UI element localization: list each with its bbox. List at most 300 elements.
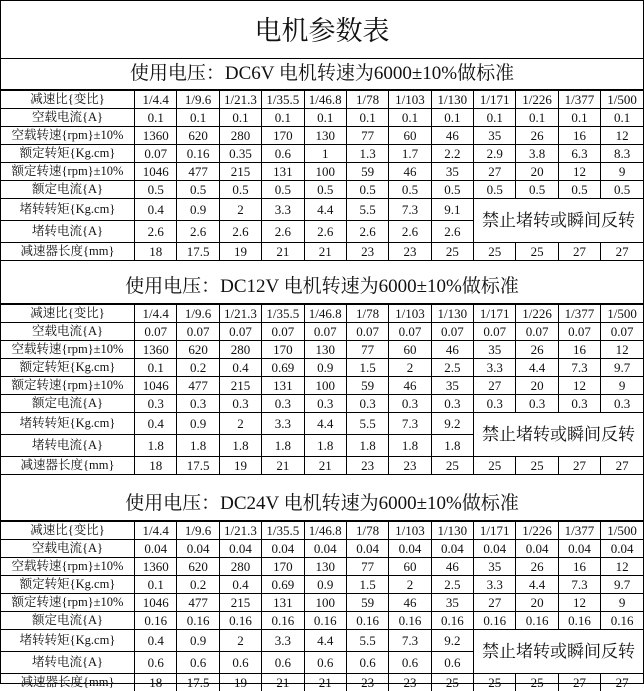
value-cell: 0.35 — [219, 145, 261, 163]
ratio-cell: 1/9.6 — [177, 305, 219, 323]
value-cell: 1.8 — [389, 435, 431, 457]
value-cell: 2 — [389, 359, 431, 377]
value-cell: 9 — [601, 377, 643, 395]
value-cell: 6.3 — [558, 145, 600, 163]
table-row — [1, 127, 643, 145]
value-cell: 1046 — [135, 163, 177, 181]
ratio-cell: 1/377 — [558, 305, 600, 323]
ratio-cell: 1/9.6 — [177, 522, 219, 540]
value-cell: 25 — [474, 243, 516, 261]
value-cell: 17.5 — [177, 674, 219, 691]
value-cell: 0.5 — [135, 181, 177, 199]
value-cell: 0.69 — [262, 576, 304, 594]
value-cell: 12 — [558, 377, 600, 395]
value-cell: 0.4 — [135, 199, 177, 221]
ratio-cell: 1/4.4 — [135, 91, 177, 109]
ratio-cell: 1/171 — [474, 91, 516, 109]
value-cell: 18 — [135, 243, 177, 261]
value-cell: 16 — [558, 127, 600, 145]
stall-warning-note: 禁止堵转或瞬间反转 — [474, 199, 644, 243]
value-cell: 1.8 — [219, 435, 261, 457]
ratio-cell: 1/46.8 — [304, 522, 346, 540]
ratio-cell: 1/500 — [601, 305, 643, 323]
value-cell: 0.5 — [431, 181, 473, 199]
table-row — [1, 413, 643, 435]
value-cell: 12 — [558, 594, 600, 612]
value-cell: 0.07 — [135, 323, 177, 341]
value-cell: 46 — [431, 341, 473, 359]
value-cell: 131 — [262, 594, 304, 612]
row-label: 额定转速{rpm}±10% — [1, 594, 135, 612]
table-row — [1, 674, 643, 691]
page-title: 电机参数表 — [1, 1, 643, 59]
value-cell: 60 — [389, 558, 431, 576]
ratio-cell: 1/46.8 — [304, 305, 346, 323]
value-cell: 60 — [389, 127, 431, 145]
value-cell: 27 — [558, 457, 600, 475]
value-cell: 19 — [219, 457, 261, 475]
value-cell: 0.1 — [219, 109, 261, 127]
value-cell: 0.9 — [177, 630, 219, 652]
value-cell: 1.5 — [346, 359, 388, 377]
ratio-header-row — [1, 305, 643, 323]
value-cell: 3.3 — [474, 576, 516, 594]
value-cell: 9.7 — [601, 576, 643, 594]
row-label: 堵转电流{A} — [1, 435, 135, 457]
ratio-cell: 1/35.5 — [262, 91, 304, 109]
value-cell: 3.3 — [474, 359, 516, 377]
table-row — [1, 612, 643, 630]
value-cell: 0.1 — [516, 109, 558, 127]
table-row — [1, 341, 643, 359]
value-cell: 46 — [431, 127, 473, 145]
table-row — [1, 181, 643, 199]
value-cell: 0.07 — [431, 323, 473, 341]
voltage-section — [1, 261, 643, 475]
parameter-table — [1, 90, 643, 261]
value-cell: 21 — [262, 674, 304, 691]
value-cell: 18 — [135, 457, 177, 475]
row-label: 堵转电流{A} — [1, 652, 135, 674]
value-cell: 27 — [558, 243, 600, 261]
value-cell: 0.2 — [177, 359, 219, 377]
value-cell: 2 — [219, 630, 261, 652]
value-cell: 0.4 — [135, 630, 177, 652]
value-cell: 23 — [346, 674, 388, 691]
value-cell: 0.16 — [346, 612, 388, 630]
row-label: 额定电流{A} — [1, 612, 135, 630]
table-row — [1, 163, 643, 181]
value-cell: 25 — [431, 457, 473, 475]
table-row — [1, 109, 643, 127]
value-cell: 20 — [516, 377, 558, 395]
value-cell: 0.6 — [346, 652, 388, 674]
ratio-cell: 1/35.5 — [262, 305, 304, 323]
ratio-cell: 1/377 — [558, 522, 600, 540]
value-cell: 35 — [474, 341, 516, 359]
ratio-cell: 1/21.3 — [219, 305, 261, 323]
value-cell: 2 — [219, 413, 261, 435]
value-cell: 0.6 — [135, 652, 177, 674]
value-cell: 0.3 — [304, 395, 346, 413]
value-cell: 25 — [431, 674, 473, 691]
value-cell: 2.6 — [304, 221, 346, 243]
value-cell: 100 — [304, 163, 346, 181]
value-cell: 620 — [177, 127, 219, 145]
value-cell: 77 — [346, 341, 388, 359]
value-cell: 0.07 — [558, 323, 600, 341]
value-cell: 0.6 — [262, 652, 304, 674]
value-cell: 0.1 — [431, 109, 473, 127]
sections — [1, 59, 643, 691]
value-cell: 4.4 — [304, 413, 346, 435]
value-cell: 7.3 — [389, 630, 431, 652]
ratio-cell: 1/103 — [389, 305, 431, 323]
row-label: 堵转转矩{Kg.cm} — [1, 630, 135, 652]
value-cell: 0.16 — [474, 612, 516, 630]
value-cell: 12 — [601, 127, 643, 145]
value-cell: 23 — [389, 243, 431, 261]
value-cell: 0.16 — [219, 612, 261, 630]
value-cell: 0.04 — [304, 540, 346, 558]
row-label: 额定转矩{Kg.cm} — [1, 145, 135, 163]
value-cell: 21 — [304, 457, 346, 475]
ratio-cell: 1/226 — [516, 305, 558, 323]
row-label: 减速比{变比} — [1, 522, 135, 540]
value-cell: 1.8 — [346, 435, 388, 457]
value-cell: 0.07 — [304, 323, 346, 341]
value-cell: 477 — [177, 377, 219, 395]
value-cell: 280 — [219, 127, 261, 145]
value-cell: 3.3 — [262, 630, 304, 652]
value-cell: 59 — [346, 163, 388, 181]
ratio-cell: 1/103 — [389, 91, 431, 109]
value-cell: 8.3 — [601, 145, 643, 163]
value-cell: 59 — [346, 594, 388, 612]
value-cell: 130 — [304, 127, 346, 145]
value-cell: 2.6 — [177, 221, 219, 243]
value-cell: 170 — [262, 558, 304, 576]
value-cell: 1.5 — [346, 576, 388, 594]
value-cell: 1046 — [135, 594, 177, 612]
value-cell: 0.1 — [135, 109, 177, 127]
value-cell: 26 — [516, 558, 558, 576]
value-cell: 0.9 — [304, 359, 346, 377]
value-cell: 17.5 — [177, 457, 219, 475]
value-cell: 0.4 — [135, 413, 177, 435]
value-cell: 9 — [601, 594, 643, 612]
value-cell: 0.1 — [135, 576, 177, 594]
value-cell: 25 — [474, 674, 516, 691]
value-cell: 25 — [474, 457, 516, 475]
value-cell: 4.4 — [304, 199, 346, 221]
ratio-cell: 1/500 — [601, 522, 643, 540]
voltage-section — [1, 59, 643, 261]
value-cell: 215 — [219, 594, 261, 612]
value-cell: 0.6 — [431, 652, 473, 674]
value-cell: 27 — [474, 377, 516, 395]
value-cell: 25 — [431, 243, 473, 261]
value-cell: 35 — [431, 594, 473, 612]
table-row — [1, 395, 643, 413]
value-cell: 2.5 — [431, 359, 473, 377]
value-cell: 0.07 — [135, 145, 177, 163]
value-cell: 0.04 — [346, 540, 388, 558]
value-cell: 0.5 — [516, 181, 558, 199]
ratio-cell: 1/78 — [346, 305, 388, 323]
value-cell: 7.3 — [558, 359, 600, 377]
value-cell: 131 — [262, 377, 304, 395]
value-cell: 0.04 — [219, 540, 261, 558]
value-cell: 4.4 — [516, 359, 558, 377]
value-cell: 12 — [601, 341, 643, 359]
value-cell: 9.7 — [601, 359, 643, 377]
ratio-cell: 1/130 — [431, 91, 473, 109]
value-cell: 0.5 — [389, 181, 431, 199]
value-cell: 4.4 — [516, 576, 558, 594]
value-cell: 9.2 — [431, 413, 473, 435]
value-cell: 1.8 — [135, 435, 177, 457]
value-cell: 0.6 — [389, 652, 431, 674]
value-cell: 0.1 — [601, 109, 643, 127]
value-cell: 0.3 — [431, 395, 473, 413]
row-label: 减速器长度{mm} — [1, 243, 135, 261]
row-label: 减速器长度{mm} — [1, 674, 135, 691]
value-cell: 0.3 — [601, 395, 643, 413]
value-cell: 0.04 — [177, 540, 219, 558]
value-cell: 100 — [304, 594, 346, 612]
value-cell: 1.8 — [431, 435, 473, 457]
value-cell: 2.2 — [431, 145, 473, 163]
value-cell: 0.6 — [304, 652, 346, 674]
value-cell: 0.5 — [219, 181, 261, 199]
value-cell: 77 — [346, 127, 388, 145]
value-cell: 19 — [219, 243, 261, 261]
value-cell: 280 — [219, 558, 261, 576]
value-cell: 0.1 — [558, 109, 600, 127]
value-cell: 0.3 — [262, 395, 304, 413]
value-cell: 0.1 — [346, 109, 388, 127]
value-cell: 0.1 — [135, 359, 177, 377]
value-cell: 1360 — [135, 341, 177, 359]
ratio-cell: 1/9.6 — [177, 91, 219, 109]
value-cell: 0.9 — [177, 199, 219, 221]
value-cell: 477 — [177, 163, 219, 181]
value-cell: 0.5 — [601, 181, 643, 199]
value-cell: 0.07 — [516, 323, 558, 341]
value-cell: 0.6 — [219, 652, 261, 674]
value-cell: 0.2 — [177, 576, 219, 594]
value-cell: 23 — [346, 457, 388, 475]
row-label: 空载电流{A} — [1, 540, 135, 558]
value-cell: 0.3 — [135, 395, 177, 413]
value-cell: 1360 — [135, 127, 177, 145]
value-cell: 100 — [304, 377, 346, 395]
value-cell: 26 — [516, 127, 558, 145]
value-cell: 12 — [558, 163, 600, 181]
value-cell: 59 — [346, 377, 388, 395]
value-cell: 0.1 — [474, 109, 516, 127]
ratio-cell: 1/21.3 — [219, 522, 261, 540]
row-label: 空载转速{rpm}±10% — [1, 341, 135, 359]
value-cell: 27 — [474, 594, 516, 612]
value-cell: 0.16 — [389, 612, 431, 630]
value-cell: 35 — [431, 163, 473, 181]
value-cell: 215 — [219, 163, 261, 181]
value-cell: 0.07 — [474, 323, 516, 341]
value-cell: 23 — [389, 674, 431, 691]
value-cell: 46 — [389, 377, 431, 395]
value-cell: 0.3 — [389, 395, 431, 413]
row-label: 减速比{变比} — [1, 305, 135, 323]
ratio-cell: 1/500 — [601, 91, 643, 109]
value-cell: 21 — [262, 243, 304, 261]
value-cell: 2.6 — [389, 221, 431, 243]
value-cell: 0.16 — [558, 612, 600, 630]
row-label: 额定转矩{Kg.cm} — [1, 359, 135, 377]
value-cell: 0.4 — [219, 576, 261, 594]
value-cell: 3.3 — [262, 199, 304, 221]
value-cell: 0.1 — [262, 109, 304, 127]
value-cell: 0.3 — [558, 395, 600, 413]
value-cell: 26 — [516, 341, 558, 359]
value-cell: 2.5 — [431, 576, 473, 594]
value-cell: 16 — [558, 558, 600, 576]
value-cell: 620 — [177, 341, 219, 359]
value-cell: 0.5 — [304, 181, 346, 199]
value-cell: 9.1 — [431, 199, 473, 221]
ratio-cell: 1/377 — [558, 91, 600, 109]
value-cell: 1.8 — [177, 435, 219, 457]
row-label: 堵转电流{A} — [1, 221, 135, 243]
value-cell: 21 — [304, 674, 346, 691]
value-cell: 5.5 — [346, 199, 388, 221]
value-cell: 0.04 — [262, 540, 304, 558]
row-label: 空载转速{rpm}±10% — [1, 558, 135, 576]
value-cell: 130 — [304, 558, 346, 576]
value-cell: 27 — [601, 243, 643, 261]
row-label: 空载电流{A} — [1, 109, 135, 127]
value-cell: 1046 — [135, 377, 177, 395]
table-row — [1, 199, 643, 221]
table-row — [1, 540, 643, 558]
value-cell: 0.04 — [135, 540, 177, 558]
value-cell: 2 — [219, 199, 261, 221]
value-cell: 0.16 — [135, 612, 177, 630]
value-cell: 46 — [389, 594, 431, 612]
value-cell: 0.16 — [304, 612, 346, 630]
ratio-cell: 1/21.3 — [219, 91, 261, 109]
value-cell: 0.3 — [346, 395, 388, 413]
voltage-section — [1, 475, 643, 691]
value-cell: 7.3 — [389, 413, 431, 435]
value-cell: 18 — [135, 674, 177, 691]
value-cell: 20 — [516, 594, 558, 612]
table-row — [1, 558, 643, 576]
value-cell: 35 — [474, 127, 516, 145]
table-row — [1, 576, 643, 594]
value-cell: 1360 — [135, 558, 177, 576]
value-cell: 0.04 — [389, 540, 431, 558]
table-row — [1, 323, 643, 341]
ratio-cell: 1/35.5 — [262, 522, 304, 540]
value-cell: 215 — [219, 377, 261, 395]
ratio-cell: 1/78 — [346, 91, 388, 109]
ratio-cell: 1/4.4 — [135, 305, 177, 323]
parameter-table — [1, 521, 643, 691]
value-cell: 0.3 — [474, 395, 516, 413]
ratio-cell: 1/4.4 — [135, 522, 177, 540]
value-cell: 5.5 — [346, 630, 388, 652]
value-cell: 3.3 — [262, 413, 304, 435]
value-cell: 0.5 — [262, 181, 304, 199]
value-cell: 0.3 — [516, 395, 558, 413]
value-cell: 60 — [389, 341, 431, 359]
ratio-cell: 1/130 — [431, 522, 473, 540]
value-cell: 2.6 — [262, 221, 304, 243]
value-cell: 1.8 — [304, 435, 346, 457]
row-label: 空载转速{rpm}±10% — [1, 127, 135, 145]
value-cell: 0.1 — [304, 109, 346, 127]
value-cell: 0.16 — [516, 612, 558, 630]
value-cell: 0.04 — [601, 540, 643, 558]
value-cell: 0.3 — [219, 395, 261, 413]
value-cell: 0.16 — [431, 612, 473, 630]
value-cell: 170 — [262, 127, 304, 145]
value-cell: 21 — [262, 457, 304, 475]
value-cell: 2.9 — [474, 145, 516, 163]
value-cell: 1.8 — [262, 435, 304, 457]
value-cell: 25 — [516, 674, 558, 691]
value-cell: 7.3 — [389, 199, 431, 221]
value-cell: 5.5 — [346, 413, 388, 435]
table-row — [1, 359, 643, 377]
value-cell: 0.5 — [177, 181, 219, 199]
value-cell: 1.3 — [346, 145, 388, 163]
value-cell: 0.4 — [219, 359, 261, 377]
value-cell: 0.07 — [262, 323, 304, 341]
value-cell: 0.07 — [219, 323, 261, 341]
value-cell: 0.16 — [177, 145, 219, 163]
table-row — [1, 594, 643, 612]
value-cell: 0.5 — [558, 181, 600, 199]
value-cell: 0.1 — [389, 109, 431, 127]
value-cell: 12 — [601, 558, 643, 576]
table-row — [1, 630, 643, 652]
ratio-cell: 1/130 — [431, 305, 473, 323]
value-cell: 35 — [474, 558, 516, 576]
ratio-header-row — [1, 91, 643, 109]
value-cell: 19 — [219, 674, 261, 691]
stall-warning-note: 禁止堵转或瞬间反转 — [474, 413, 644, 457]
value-cell: 21 — [304, 243, 346, 261]
value-cell: 2 — [389, 576, 431, 594]
section-header: 使用电压：DC6V 电机转速为6000±10%做标准 — [1, 59, 643, 90]
value-cell: 0.04 — [431, 540, 473, 558]
ratio-cell: 1/171 — [474, 305, 516, 323]
ratio-cell: 1/46.8 — [304, 91, 346, 109]
row-label: 额定转速{rpm}±10% — [1, 377, 135, 395]
value-cell: 0.1 — [177, 109, 219, 127]
value-cell: 0.69 — [262, 359, 304, 377]
value-cell: 0.04 — [474, 540, 516, 558]
value-cell: 130 — [304, 341, 346, 359]
value-cell: 9.2 — [431, 630, 473, 652]
value-cell: 2.6 — [346, 221, 388, 243]
ratio-header-row — [1, 522, 643, 540]
stall-warning-note: 禁止堵转或瞬间反转 — [474, 630, 644, 674]
row-label: 空载电流{A} — [1, 323, 135, 341]
